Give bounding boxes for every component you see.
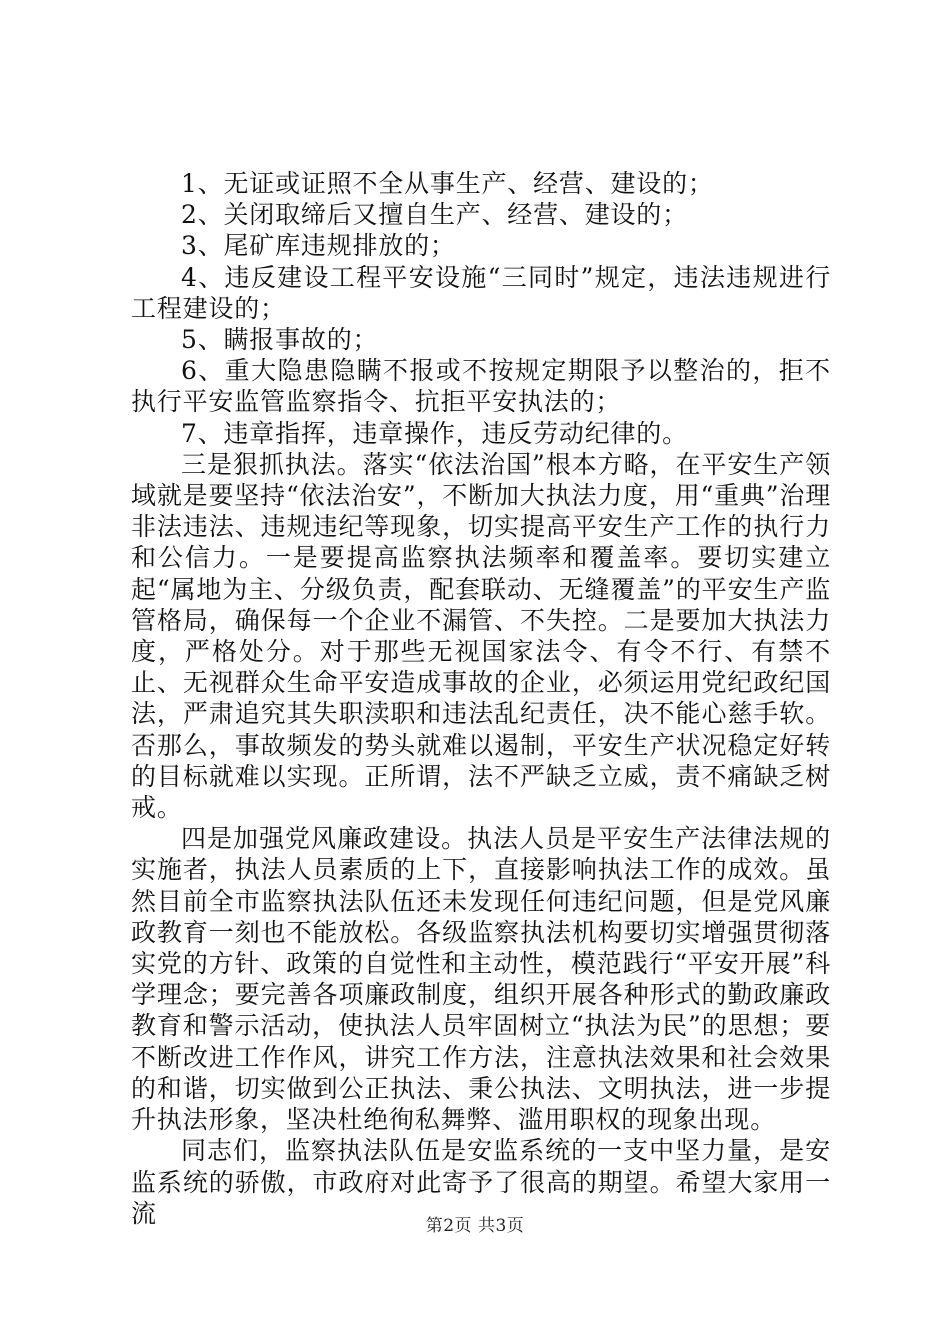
- list-item-major-hazard: 6、重大隐患隐瞒不报或不按规定期限予以整治的，拒不执行平安监管监察指令、抗拒平安执法的；: [131, 356, 831, 417]
- list-item-three-simultaneous: 4、违反建设工程平安设施“三同时”规定，违法违规进行工程建设的；: [131, 262, 831, 323]
- list-item-concealed-accident: 5、瞒报事故的；: [181, 325, 379, 355]
- page-footer: 第2页 共3页: [425, 1216, 525, 1236]
- list-item-no-license: 1、无证或证照不全从事生产、经营、建设的；: [181, 169, 714, 198]
- paragraph-integrity-building: 四是加强党风廉政建设。执法人员是平安生产法律法规的实施者，执法人员素质的上下，直接影响执法工作的成效。虽然目前全市监察执法队伍还未发现任何违纪问题，但是党风廉政教育一刻也不能放松。各级监察执法机构要切实增强贯彻落实党的方针、政策的自觉性和主动性，模范践行“平安开展”科学理念；要完善各项廉政制度，组织开展各种形式的勤政廉政教育和警示活动，使执法人员牢固树立“执法为民”的思想；要不断改进工作作风，讲究工作方法，注意执法效果和社会效果的和谐，切实做到公正执法、秉公执法、文明执法，进一步提升执法形象，坚决杜绝徇私舞弊、滥用职权的现象出现。: [131, 824, 831, 1135]
- paragraph-comrades: 同志们，监察执法队伍是安监系统的一支中坚力量，是安监系统的骄傲，市政府对此寄予了很高的期望。希望大家用一流: [131, 1136, 831, 1228]
- list-item-tailings-discharge: 3、尾矿库违规排放的；: [181, 231, 456, 261]
- list-item-unauthorized-resume: 2、关闭取缔后又擅自生产、经营、建设的；: [181, 200, 688, 230]
- list-item-violation-command: 7、违章指挥，违章操作，违反劳动纪律的。: [181, 418, 688, 448]
- paragraph-law-enforcement: 三是狠抓执法。落实“依法治国”根本方略，在平安生产领域就是要坚持“依法治安”，不断加大执法力度，用“重典”治理非法违法、违规违纪等现象，切实提高平安生产工作的执行力和公信力。一是要提高监察执法频率和覆盖率。要切实建立起“属地为主、分级负责，配套联动、无缝覆盖”的平安生产监管格局，确保每一个企业不漏管、不失控。二是要加大执法力度，严格处分。对于那些无视国家法令、有令不行、有禁不止、无视群众生命平安造成事故的企业，必须运用党纪政纪国法，严肃追究其失职渎职和违法乱纪责任，决不能心慈手软。否那么，事故频发的势头就难以遏制，平安生产状况稳定好转的目标就难以实现。正所谓，法不严缺乏立威，责不痛缺乏树戒。: [131, 449, 831, 823]
- document-body: [131, 168, 831, 1229]
